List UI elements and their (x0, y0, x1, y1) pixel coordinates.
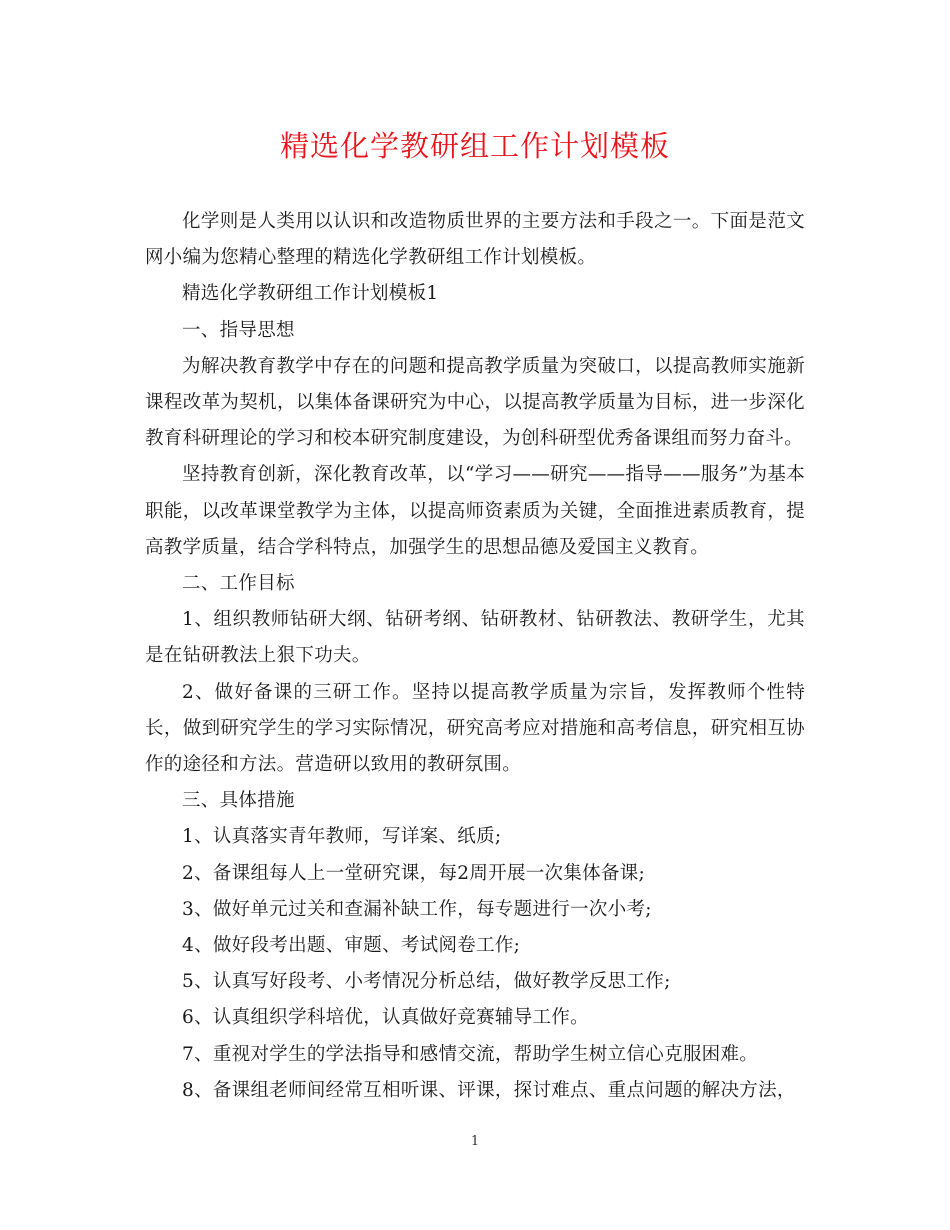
measure-item: 4、做好段考出题、审题、考试阅卷工作; (182, 935, 521, 957)
page-number: 1 (470, 1134, 480, 1149)
body-paragraph: 为解决教育教学中存在的问题和提高教学质量为突破口，以提高教师实施新课程改革为契机，以集体备课研究为中心，以提高教学质量为目标，进一步深化教育科研理论的学习和校本研究制度建设，为创科研型优秀备课组而努力奋斗。 (145, 355, 805, 450)
measure-item: 1、认真落实青年教师，写详案、纸质; (182, 826, 502, 848)
measure-item: 2、备课组每人上一堂研究课，每2周开展一次集体备课; (182, 862, 646, 884)
section-heading-measures: 三、具体措施 (182, 790, 295, 812)
section-heading-guiding-ideology: 一、指导思想 (182, 319, 295, 341)
document-body (145, 204, 805, 1109)
section-heading-work-goals: 二、工作目标 (182, 573, 295, 595)
intro-paragraph: 化学则是人类用以认识和改造物质世界的主要方法和手段之一。下面是范文网小编为您精心整理的精选化学教研组工作计划模板。 (145, 211, 805, 269)
measure-item: 3、做好单元过关和查漏补缺工作，每专题进行一次小考; (182, 898, 652, 920)
template-heading: 精选化学教研组工作计划模板1 (182, 283, 439, 305)
measure-item: 6、认真组织学科培优，认真做好竞赛辅导工作。 (182, 1007, 589, 1029)
goal-item: 2、做好备课的三研工作。坚持以提高教学质量为宗旨，发挥教师个性特长，做到研究学生的学习实际情况，研究高考应对措施和高考信息，研究相互协作的途径和方法。营造研以致用的教研氛围。 (145, 681, 805, 776)
document-title: 精选化学教研组工作计划模板 (279, 129, 670, 163)
measure-item: 7、重视对学生的学法指导和感情交流，帮助学生树立信心克服困难。 (182, 1043, 759, 1065)
goal-item: 1、组织教师钻研大纲、钻研考纲、钻研教材、钻研教法、教研学生，尤其是在钻研教法上狠下功夫。 (145, 609, 805, 667)
body-paragraph: 坚持教育创新，深化教育改革，以“学习——研究——指导——服务”为基本职能，以改革课堂教学为主体，以提高师资素质为关键，全面推进素质教育，提高教学质量，结合学科特点，加强学生的思想品德及爱国主义教育。 (145, 464, 805, 558)
measure-item: 8、备课组老师间经常互相听课、评课，探讨难点、重点问题的解决方法， (182, 1079, 796, 1101)
measure-item: 5、认真写好段考、小考情况分析总结，做好教学反思工作; (182, 971, 671, 993)
